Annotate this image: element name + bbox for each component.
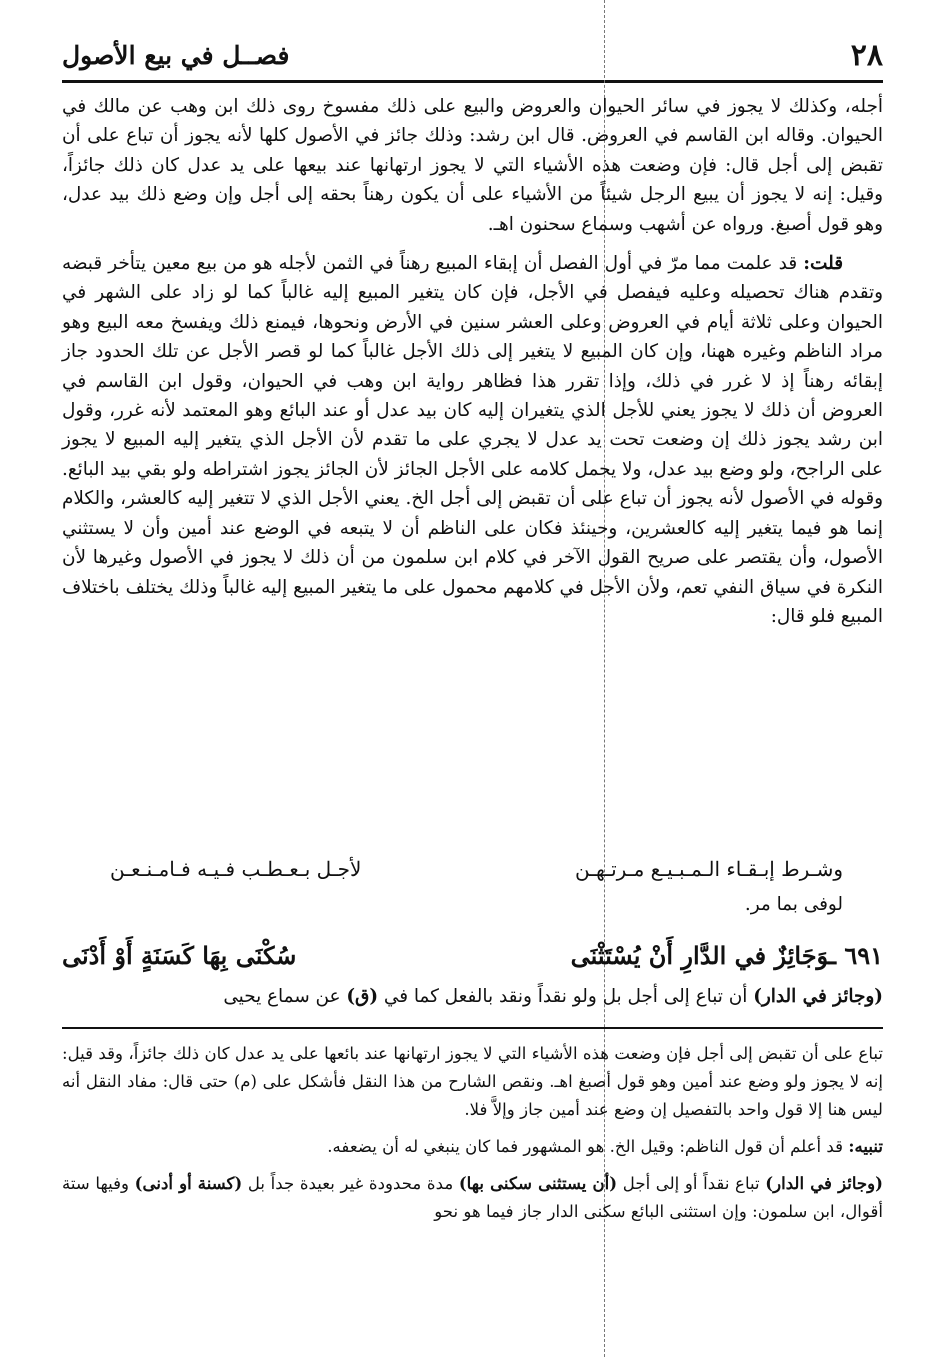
verse-691 <box>62 938 883 974</box>
verse-hemistich-left: لأجـل بـعـطـب فـيـه فـامـنـعـن <box>110 857 362 881</box>
commentary-text: أن تباع إلى أجل بل ولو نقداً ونقد بالفعل كما في <box>378 986 754 1007</box>
paragraph-2-text: قد علمت مما مرّ في أول الفصل أن إبقاء المبيع رهناً في الثمن لأجله هو من بيع معين يتأخر قبضه وتقدم هناك تحصيله وعليه فيفصل في الأجل، فإن كان يتغير المبيع إليه غالباً كما لو زاد على الشهر في الحيوان وعلى ثلاثة أيام في العروض وعلى العشر سنين في الأرض ونحوها، فيمنع ذلك ويفسخ معه البيع وهو مراد الناظم وغيره ههنا، وإن كان المبيع لا يتغير إلى ذلك الأجل غالباً كما لو قصر الأجل عن تلك الحدود جاز إبقائه رهناً إذ لا غرر في ذلك، وإذا تقرر هذا فظاهر رواية ابن وهب في الحيوان، وقول ابن القاسم في العروض أن ذلك لا يجوز يعني للأجل الذي يتغيران إليه كان بيد عدل أو عند البائع وهو المعتمد لأنه غرر، وقول ابن رشد يجوز ذلك إن وضعت تحت يد عدل لا يجري على ما تقدم لأن الأجل الذي يتغير إليه المبيع لا يجوز على الراجح، ولو وضع بيد عدل، ولا يحمل كلامه على الأجل الجائز لأن الجائز يجوز اشتراطه ولو بقي بيد البائع. وقوله في الأصول لأنه يجوز أن تباع على أن تقبض إلى أجل الخ. يعني الأجل الذي لا تتغير إليه كالعشر، والكلام إنما هو فيما يتغير إليه كالعشرين، وحينئذ فكان على الناظم أن لا يتبعه في الوضع عند أمين وأن لا يستثني الأصول، وأن يقتصر على صريح القول الآخر في كلام ابن سلمون من أن ذلك لا يجوز في الأصول وغيرها لأن النكرة في سياق النفي تعم، ولأن الأجل في كلامهم محمول على ما يتغير المبيع إليه غالباً وذلك يختلف باختلاف المبيع فلو قال: <box>62 253 883 627</box>
header-rule <box>62 80 883 83</box>
footnote-3-mid-2: مدة محدودة غير بعيدة جداً بل <box>242 1174 459 1193</box>
verse-691-commentary <box>62 982 883 1012</box>
footnote-3-lead-3: (كسنة أو أدنى) <box>134 1173 243 1193</box>
footnote-1: تباع على أن تقبض إلى أجل فإن وضعت هذه الأشياء التي لا يجوز ارتهانها عند بائعها على يد عدل كان ذلك جائزاً، وقد قيل: إنه لا يجوز ولو وضع عند أمين وهو قول أصبغ اهـ. ونقص الشارح من هذا النقل فأشكل على (م) حتى قال: مفاد النقل أنه ليس هنا إلا قول واحد بالتفصيل إن وضع عند أمين جاز وإلاَّ فلا. <box>62 1044 883 1119</box>
proposed-verse-line <box>62 853 843 885</box>
footnote-2-text: قد أعلم أن قول الناظم: وقيل الخ. هو المشهور فما كان ينبغي له أن يضعفه. <box>327 1137 849 1156</box>
chapter-title: فصــل في بيع الأصول <box>62 40 290 70</box>
commentary-symbol: (ق) <box>346 986 379 1007</box>
footnotes <box>62 1040 883 1226</box>
page-header <box>62 30 883 80</box>
verse-691-right <box>571 938 883 974</box>
verse-691-hemistich-right: وَجَائِزٌ في الدَّارِ أَنْ يُسْتَثْنَى <box>570 941 829 970</box>
page-number: ٢٨ <box>850 37 883 73</box>
footnote-3-mid-1: تباع نقداً أو إلى أجل <box>617 1174 766 1193</box>
footnote-3-tail: وفيها ستة أقوال، ابن سلمون: وإن استثنى البائع سكنى الدار جاز فيما هو نحو <box>62 1174 883 1221</box>
main-text <box>62 92 883 631</box>
proposed-verse <box>62 853 883 921</box>
commentary-tail: عن سماع يحيى <box>223 986 347 1007</box>
footnote-3-lead-2: (أن يستثنى سكنى بها) <box>458 1173 618 1193</box>
verse-691-hemistich-left: سُكْنَى بِهَا كَسَنَةٍ أَوْ أَدْنَى <box>62 941 297 970</box>
paragraph-2-lead: قلت: <box>803 253 843 275</box>
verse-691-number: ٦٩١ ـ <box>828 941 883 970</box>
commentary-lead: (وجائز في الدار) <box>753 986 883 1007</box>
paragraph-2 <box>62 249 883 631</box>
paragraph-1: أجله، وكذلك لا يجوز في سائر الحيوان والعروض والبيع على ذلك مفسوخ روى ذلك ابن وهب عن مالك في الحيوان. وقاله ابن القاسم في العروض. قال ابن رشد: وذلك جائز في الأصول كلها لأنه يجوز أن تباع على أن تقبض إلى أجل قال: فإن وضعت هذه الأشياء التي لا يجوز ارتهانها عند بيعها على يد عدل كان ذلك جائزاً، وقيل: إنه لا يجوز أن يبيع الرجل شيئاً من الأشياء على أن يكون رهناً بحقه إلى أجل وإن وضع ذلك بيد عدل، وهو قول أصبغ. ورواه عن أشهب وسماع سحنون اهـ. <box>62 96 883 235</box>
footnote-2-lead: تنبيه: <box>848 1136 883 1156</box>
footnote-3-lead-1: (وجائز في الدار) <box>765 1173 884 1193</box>
verse-hemistich-right: وشـرط إبـقـاء الـمـبـيـع مـرتـهـن <box>574 857 843 881</box>
footnote-2 <box>62 1132 883 1161</box>
footnote-rule <box>62 1027 883 1029</box>
verse-note: لوفى بما مر. <box>744 894 843 915</box>
footnote-3 <box>62 1169 883 1226</box>
